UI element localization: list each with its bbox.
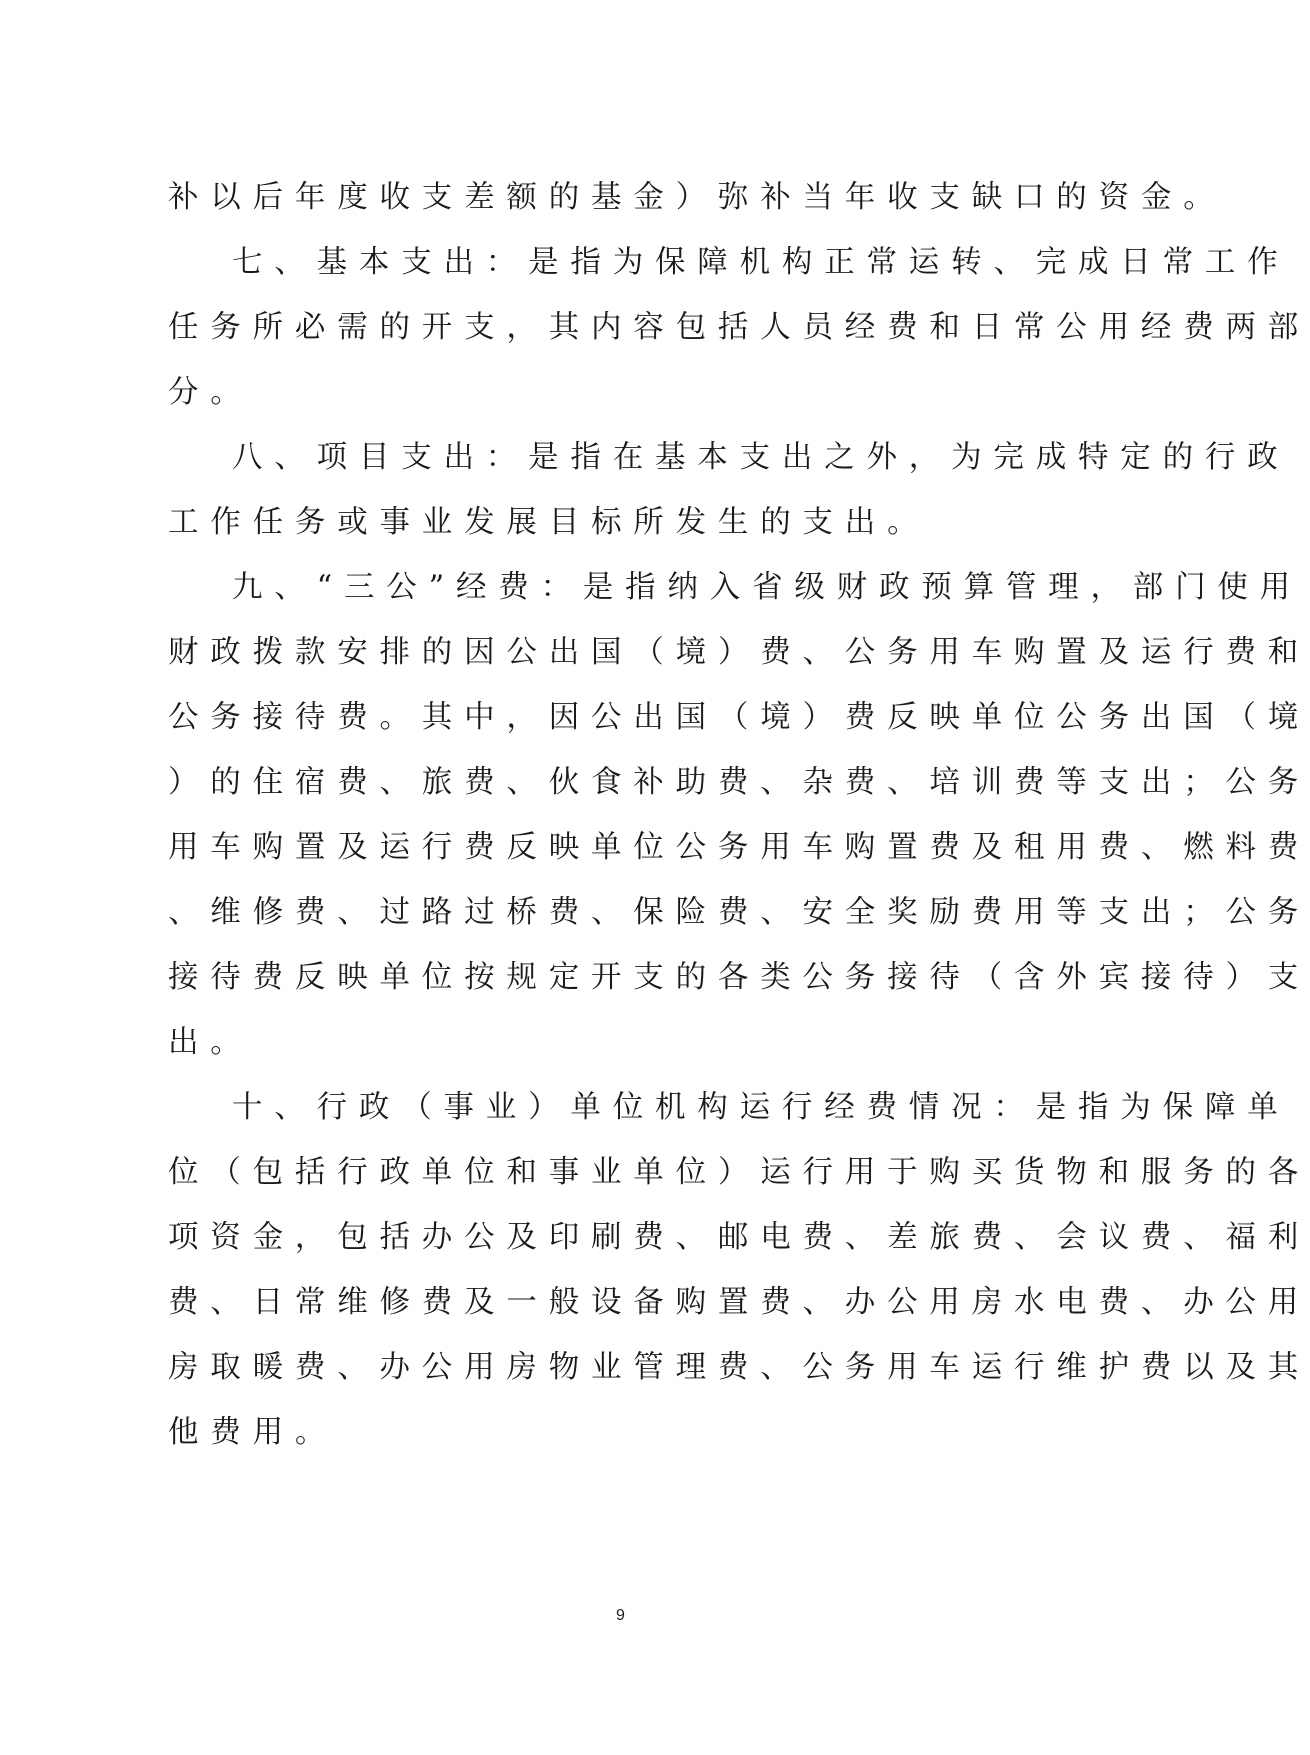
text-line: 财政拨款安排的因公出国（境）费、公务用车购置及运行费和 <box>168 635 1310 670</box>
section-heading-line: 十、行政（事业）单位机构运行经费情况：是指为保障单 <box>232 1090 1290 1125</box>
text-line: 他费用。 <box>168 1415 338 1450</box>
text-line: 房取暖费、办公用房物业管理费、公务用车运行维护费以及其 <box>168 1350 1310 1385</box>
text-line: 费、日常维修费及一般设备购置费、办公用房水电费、办公用 <box>168 1285 1310 1320</box>
text-line: 、维修费、过路过桥费、保险费、安全奖励费用等支出；公务 <box>168 895 1310 930</box>
text-line: 工作任务或事业发展目标所发生的支出。 <box>168 505 930 540</box>
page-number: 9 <box>616 1607 625 1624</box>
text-line: 公务接待费。其中，因公出国（境）费反映单位公务出国（境 <box>168 700 1310 735</box>
text-line: 补以后年度收支差额的基金）弥补当年收支缺口的资金。 <box>168 180 1226 215</box>
text-line: 用车购置及运行费反映单位公务用车购置费及租用费、燃料费 <box>168 830 1310 865</box>
section-heading-line: 八、项目支出：是指在基本支出之外，为完成特定的行政 <box>232 440 1290 475</box>
text-line: 项资金，包括办公及印刷费、邮电费、差旅费、会议费、福利 <box>168 1220 1310 1255</box>
section-heading-line: 七、基本支出：是指为保障机构正常运转、完成日常工作 <box>232 245 1290 280</box>
text-line: ）的住宿费、旅费、伙食补助费、杂费、培训费等支出；公务 <box>168 765 1310 800</box>
text-line: 位（包括行政单位和事业单位）运行用于购买货物和服务的各 <box>168 1155 1310 1190</box>
text-line: 接待费反映单位按规定开支的各类公务接待（含外宾接待）支 <box>168 960 1310 995</box>
text-line: 分。 <box>168 375 253 410</box>
text-line: 任务所必需的开支，其内容包括人员经费和日常公用经费两部 <box>168 310 1310 345</box>
text-line: 出。 <box>168 1025 253 1060</box>
section-heading-line: 九、“三公”经费：是指纳入省级财政预算管理，部门使用 <box>232 570 1302 605</box>
